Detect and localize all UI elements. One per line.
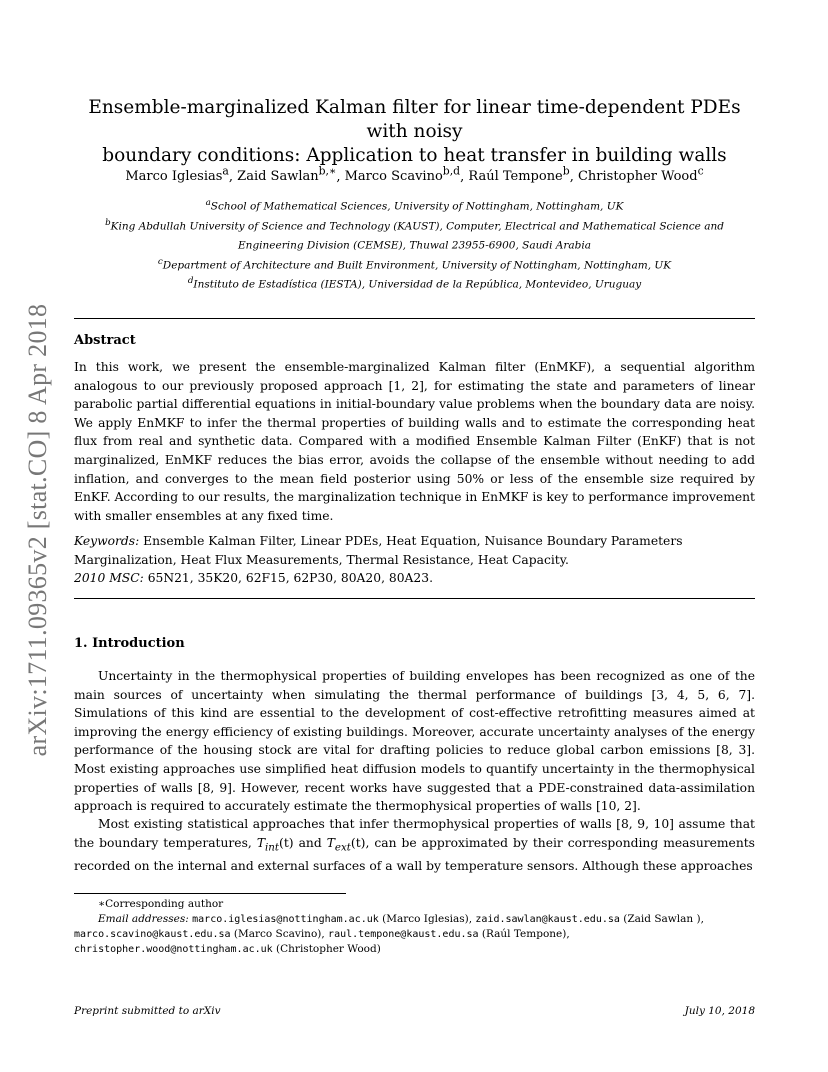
author: Raúl Tempone$^b$ xyxy=(468,165,570,185)
affiliation: $^d$Instituto de Estadística (IESTA), Universidad de la República, Montevideo, Uruguay xyxy=(187,276,642,291)
email-link[interactable]: raul.tempone@kaust.edu.sa xyxy=(328,929,479,940)
arxiv-sidebar xyxy=(18,290,58,770)
arxiv-id: arXiv:1711.09365v2 [stat.CO] 8 Apr 2018 xyxy=(23,303,52,757)
affiliation: $^b$King Abdullah University of Science and Technology (KAUST), Computer, Electrical and Mathematical Science and xyxy=(105,217,724,232)
keywords-label: Keywords: xyxy=(74,534,140,548)
footer-left: Preprint submitted to arXiv xyxy=(74,1005,221,1017)
email-link[interactable]: christopher.wood@nottingham.ac.uk xyxy=(74,944,273,955)
title-line-2: boundary conditions: Application to heat transfer in building walls xyxy=(102,145,727,166)
affiliation: Engineering Division (CEMSE), Thuwal 23955-6900, Saudi Arabia xyxy=(238,239,591,252)
intro-paragraph: Most existing statistical approaches that infer thermophysical properties of walls [8, 9, 10] assume that the boundary temperatures, $T_{int}(t)$ and $T_{ext}(t)$, can be approximated by their corresponding measurements recorded on the internal and external surfaces of a wall by temperature sensors. Although these approaches xyxy=(74,817,755,873)
email-label: Email addresses: xyxy=(98,913,189,925)
abstract-heading: Abstract xyxy=(74,333,136,348)
keywords xyxy=(74,532,755,569)
msc-text: 65N21, 35K20, 62F15, 62P30, 80A20, 80A23. xyxy=(147,571,433,585)
paper-title xyxy=(74,96,755,168)
msc-codes xyxy=(74,569,755,588)
divider xyxy=(74,318,755,319)
keywords-text: Ensemble Kalman Filter, Linear PDEs, Heat Equation, Nuisance Boundary Parameters Marginalization, Heat Flux Measurements, Thermal Resistance, Heat Capacity. xyxy=(74,534,683,567)
email-link[interactable]: marco.iglesias@nottingham.ac.uk xyxy=(192,914,379,925)
footer-date: July 10, 2018 xyxy=(684,1005,755,1017)
author: Marco Scavino$^{b,d}$ xyxy=(344,165,461,185)
footnote-corresponding: ∗Corresponding author xyxy=(98,898,224,910)
abstract-text: In this work, we present the ensemble-marginalized Kalman filter (EnMKF), a sequential algorithm analogous to our previously proposed approach [1, 2], for estimating the state and parameters of linear parabolic partial differential equations in initial-boundary value problems when the boundary data are noisy. We apply EnMKF to infer the thermal properties of building walls and to estimate the corresponding heat flux from real and synthetic data. Compared with a modified Ensemble Kalman Filter (EnKF) that is not marginalized, EnMKF reduces the bias error, avoids the collapse of the ensemble without needing to add inflation, and converges to the mean field posterior using 50% or less of the ensemble size required by EnKF. According to our results, the marginalization technique in EnMKF is key to performance improvement with smaller ensembles at any fixed time. xyxy=(74,360,755,523)
title-line-1: Ensemble-marginalized Kalman filter for linear time-dependent PDEs with noisy xyxy=(88,97,741,142)
email-link[interactable]: marco.scavino@kaust.edu.sa xyxy=(74,929,231,940)
author: Marco Iglesias$^a$ xyxy=(125,165,229,185)
email-link[interactable]: zaid.sawlan@kaust.edu.sa xyxy=(475,914,620,925)
affiliation: $^a$School of Mathematical Sciences, University of Nottingham, Nottingham, UK xyxy=(205,198,624,213)
author-list: Marco Iglesias$^a$, Zaid Sawlan$^{b,∗}$, Marco Scavino$^{b,d}$, Raúl Tempone$^b$, Christopher Wood$^c$ xyxy=(125,165,704,185)
affiliations xyxy=(74,195,755,293)
affiliation: $^c$Department of Architecture and Built Environment, University of Nottingham, Nottingham, UK xyxy=(157,256,672,271)
msc-label: 2010 MSC: xyxy=(74,571,144,585)
section-heading: 1. Introduction xyxy=(74,636,185,651)
page-footer xyxy=(74,1005,755,1017)
author: Zaid Sawlan$^{b,∗}$ xyxy=(237,165,337,185)
footnote-emails: Email addresses: marco.iglesias@nottingham.ac.uk (Marco Iglesias), zaid.sawlan@kaust.edu.sa (Zaid Sawlan ), marco.scavino@kaust.edu.sa (Marco Scavino), raul.tempone@kaust.edu.sa (Raúl Tempone), christopher.wood@nottingham.ac.uk (Christopher Wood) xyxy=(74,913,704,955)
intro-paragraph: Uncertainty in the thermophysical properties of building envelopes has been recognized as one of the main sources of uncertainty when simulating the thermal performance of buildings [3, 4, 5, 6, 7]. Simulations of this kind are essential to the development of cost-effective retrofitting measures aimed at improving the energy efficiency of existing buildings. Moreover, accurate uncertainty analyses of the energy performance of the housing stock are vital for drafting policies to reduce global carbon emissions [8, 3]. Most existing approaches use simplified heat diffusion models to quantify uncertainty in the thermophysical properties of walls [8, 9]. However, recent works have suggested that a PDE-constrained data-assimilation approach is required to accurately estimate the thermophysical properties of walls [10, 2]. xyxy=(74,669,755,814)
footnote-divider xyxy=(74,893,346,894)
author: Christopher Wood$^c$ xyxy=(577,165,704,185)
divider xyxy=(74,598,755,599)
